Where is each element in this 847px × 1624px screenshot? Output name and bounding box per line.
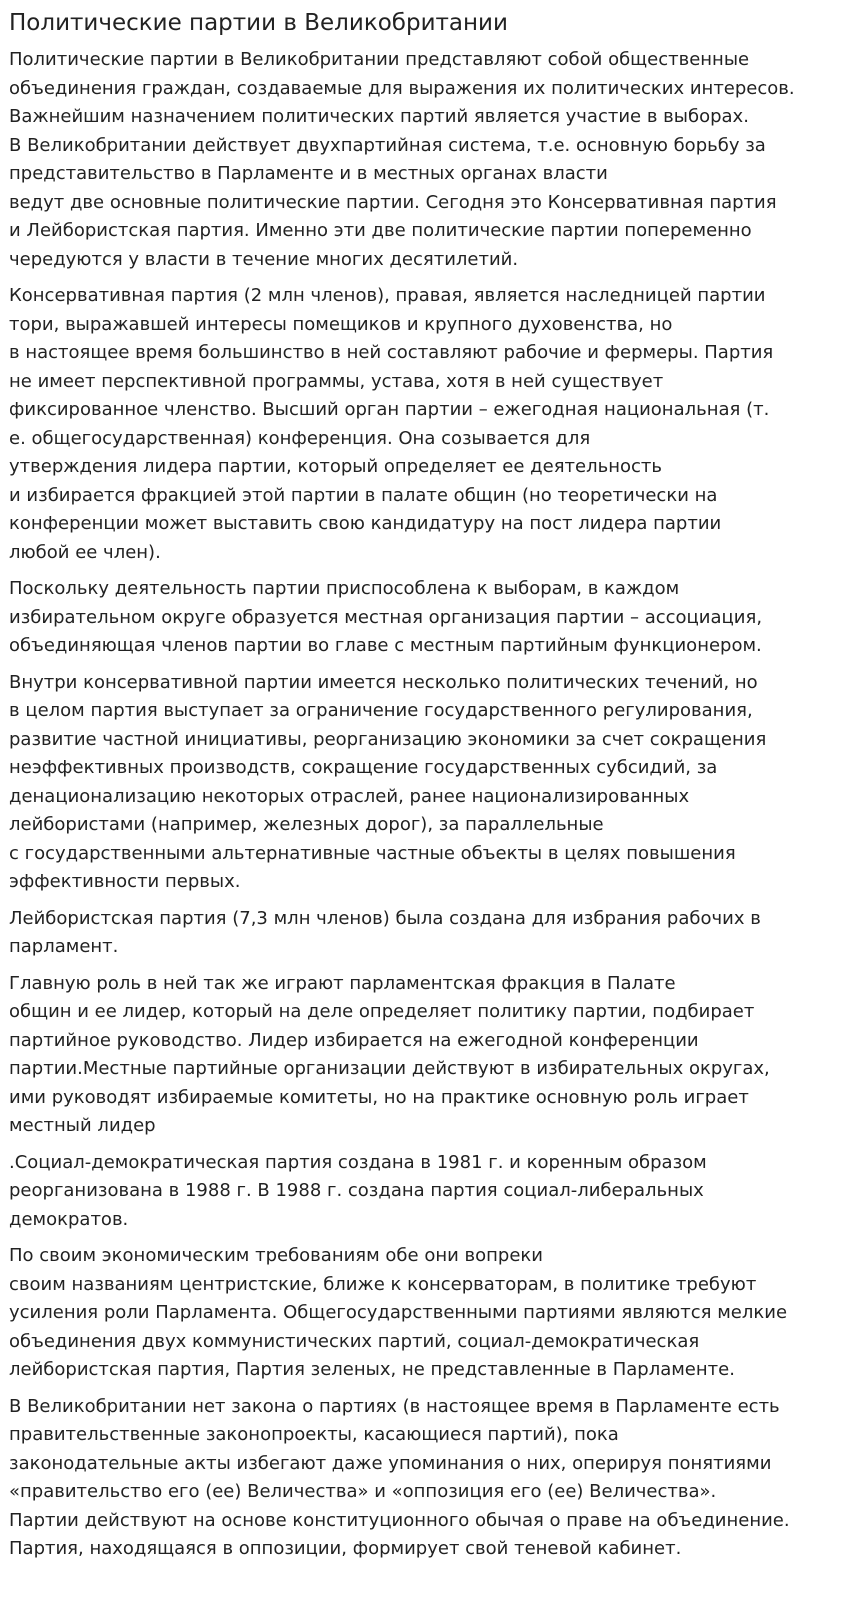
- paragraph-local-associations: Поскольку деятельность партии приспособлена к выборам, в каждом избирательном округе образуется местная организация партии – ассоциация, объединяющая членов партии во главе с местным партийным функционером.: [9, 578, 763, 656]
- paragraph-labour-party: Лейбористская партия (7,3 млн членов) была создана для избрания рабочих в парламент.: [9, 907, 761, 957]
- paragraph-centrist-parties: По своим экономическим требованиям обе они вопреки своим названиям центристские, ближе к консерваторам, в политике требуют усиления роли Парламента. Общегосударственными партиями являются мелкие объединения двух коммунистических партий, социал-демократическая лейбористская партия, Партия зеленых, не представленные в Парламенте.: [9, 1245, 788, 1380]
- paragraph-conservative-party: Консервативная партия (2 млн членов), правая, является наследницей партии тори, выражавшей интересы помещиков и крупного духовенства, но в настоящее время большинство в ней составляют рабочие и фермеры. Партия не имеет перспективной программы, устава, хотя в ней существует фиксированное членство. Высший орган партии – ежегодная национальная (т. е. общегосударственная) конференция. Она созывается для утверждения лидера партии, который определяет ее деятельность и избирается фракцией этой партии в палате общин (но теоретически на конференции может выставить свою кандидатуру на пост лидера партии любой ее член).: [9, 285, 774, 563]
- paragraph-party-law: В Великобритании нет закона о партиях (в настоящее время в Парламенте есть правительственные законопроекты, касающиеся партий), пока законодательные акты избегают даже упоминания о них, оперируя понятиями «правительство его (ее) Величества» и «оппозиция его (ее) Величества». Партии действуют на основе конституционного обычая о праве на объединение. Партия, находящаяся в оппозиции, формирует свой теневой кабинет.: [9, 1395, 790, 1559]
- article-title: Политические партии в Великобритании: [9, 10, 508, 36]
- paragraph-labour-structure: Главную роль в ней так же играют парламентская фракция в Палате общин и ее лидер, который на деле определяет политику партии, подбирает партийное руководство. Лидер избирается на ежегодной конференции партии.Местные партийные организации действуют в избирательных округах, ими руководят избираемые комитеты, но на практике основную роль играет местный лидер: [9, 972, 770, 1136]
- paragraph-intro: Политические партии в Великобритании представляют собой общественные объединения граждан, создаваемые для выражения их политических интересов. Важнейшим назначением политических партий является участие в выборах. В Великобритании действует двухпартийная система, т.е. основную борьбу за представительство в Парламенте и в местных органах власти ведут две основные политические партии. Сегодня это Консервативная партия и Лейбористская партия. Именно эти две политические партии попеременно чередуются у власти в течение многих десятилетий.: [9, 49, 795, 270]
- article-body: [9, 46, 838, 1564]
- paragraph-conservative-policy: Внутри консервативной партии имеется несколько политических течений, но в целом партия выступает за ограничение государственного регулирования, развитие частной инициативы, реорганизацию экономики за счет сокращения неэффективных производств, сокращение государственных субсидий, за денационализацию некоторых отраслей, ранее национализированных лейбористами (например, железных дорог), за параллельные с государственными альтернативные частные объекты в целях повышения эффективности первых.: [9, 671, 767, 892]
- paragraph-social-democrats: .Социал-демократическая партия создана в 1981 г. и коренным образом реорганизована в 1988 г. В 1988 г. создана партия социал-либеральных демократов.: [9, 1151, 707, 1230]
